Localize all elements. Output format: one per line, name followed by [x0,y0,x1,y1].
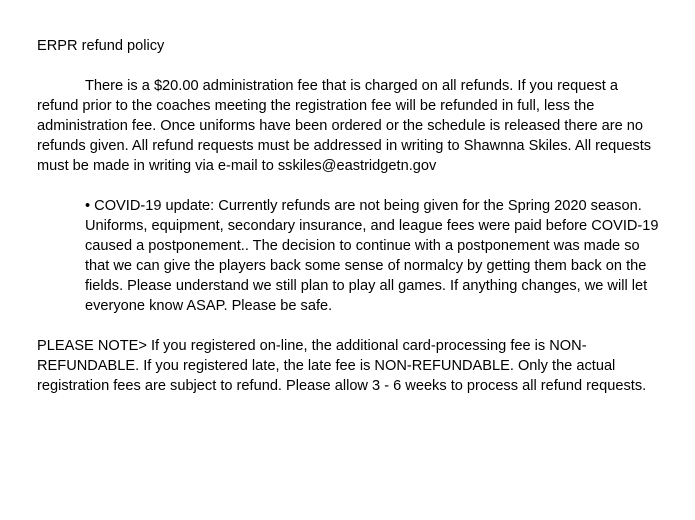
please-note-paragraph: PLEASE NOTE> If you registered on-line, the additional card-processing fee is NON-REFUNDABLE. If you registered late, the late fee is NON-REFUNDABLE. Only the actual registration fees are subject to refund. Please allow 3 - 6 weeks to process all refund requests. [37,338,647,394]
covid-update-bullet: • COVID-19 update: Currently refunds are not being given for the Spring 2020 season. Uniforms, equipment, secondary insurance, and league fees were paid before COVID-19 caused a postponement.. The decision to continue with a postponement was made so that we can give the players back some sense of normalcy by getting them back on the fields. Please understand we still plan to play all games. If anything changes, we will let everyone know ASAP. Please be safe. [85,198,659,314]
document-title: ERPR refund policy [37,38,165,54]
document-page [37,36,659,396]
refund-policy-paragraph: There is a $20.00 administration fee that is charged on all refunds. If you request a refund prior to the coaches meeting the registration fee will be refunded in full, less the administration fee. Once uniforms have been ordered or the schedule is released there are no refunds given. All refund requests must be addressed in writing to Shawnna Skiles. All requests must be made in writing via e-mail to sskiles@eastridgetn.gov [37,78,652,174]
